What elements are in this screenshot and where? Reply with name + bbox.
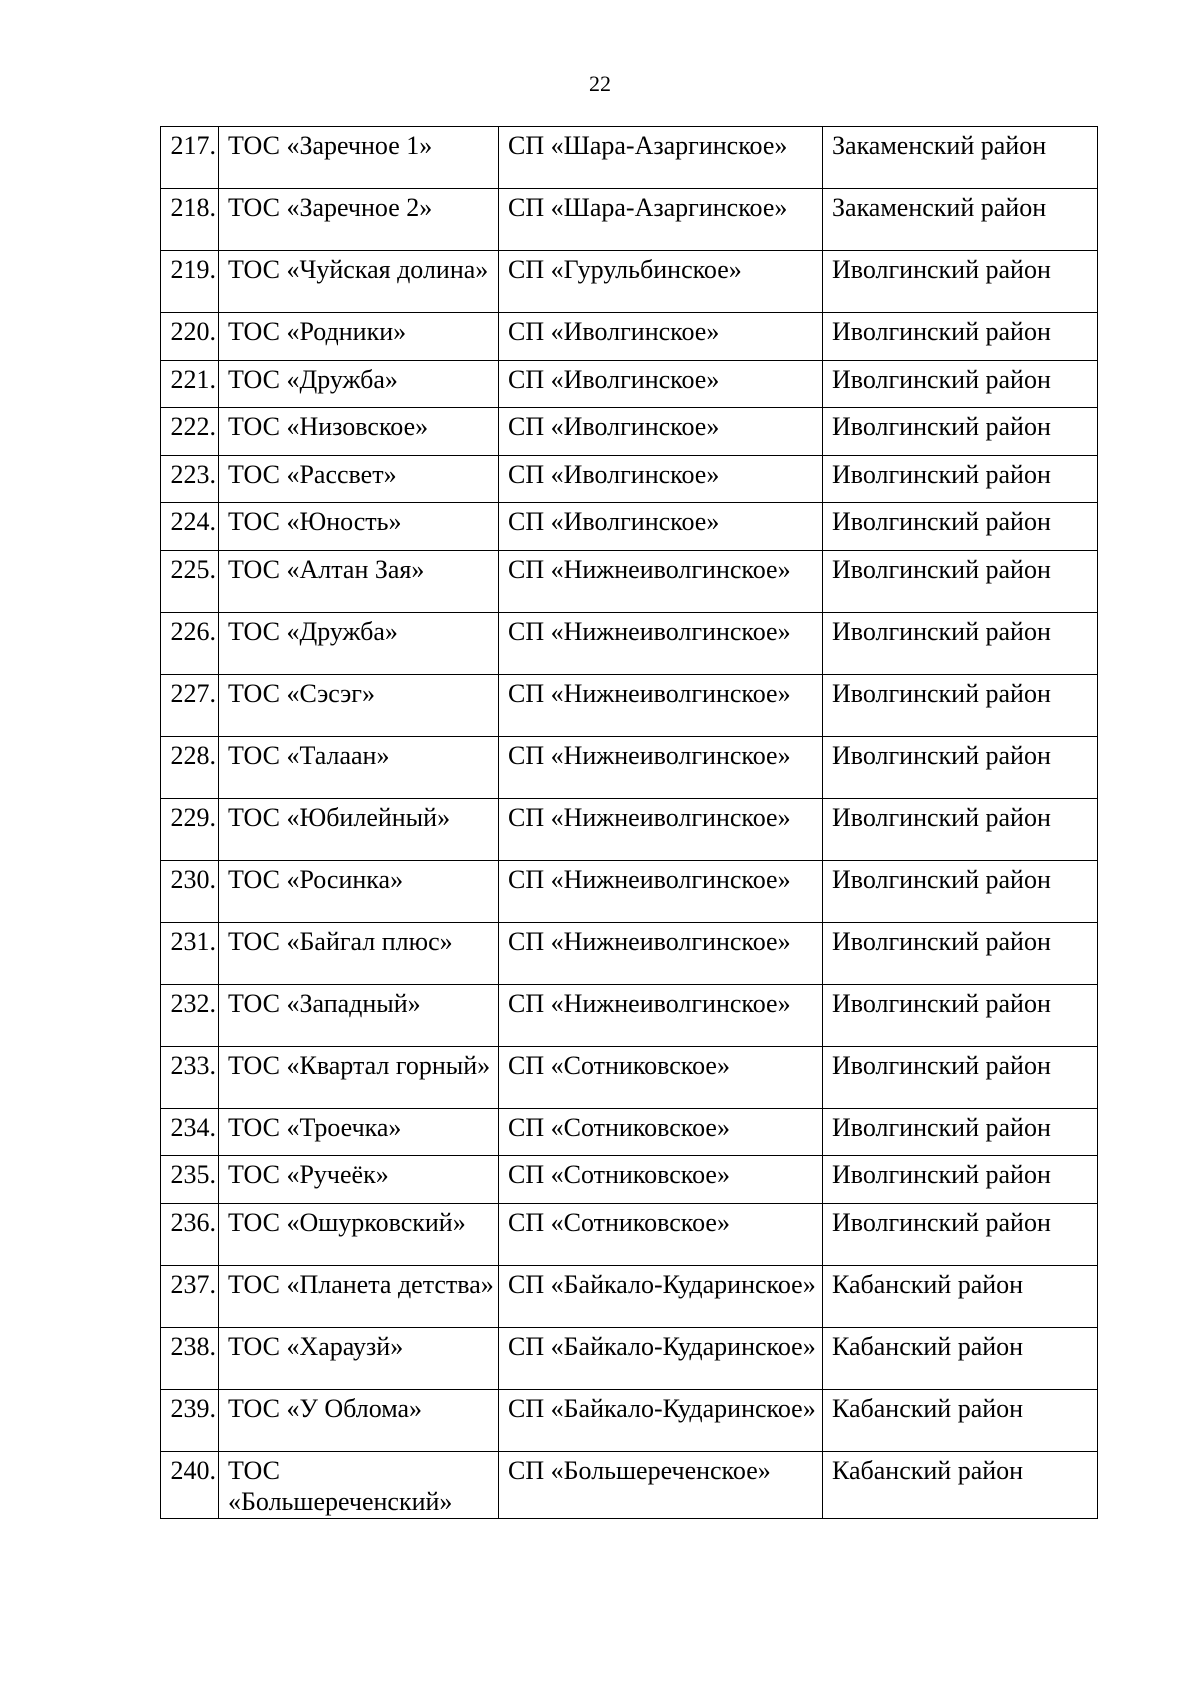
district-name: Кабанский район xyxy=(823,1451,1098,1518)
table-row xyxy=(161,1108,1098,1156)
tos-name: ТОС «Ошурковский» xyxy=(219,1203,499,1265)
tos-name: ТОС «Заречное 1» xyxy=(219,127,499,189)
table-row xyxy=(161,1156,1098,1204)
settlement-name: СП «Сотниковское» xyxy=(499,1156,823,1204)
district-name: Иволгинский район xyxy=(823,360,1098,408)
district-name: Кабанский район xyxy=(823,1327,1098,1389)
district-name: Иволгинский район xyxy=(823,860,1098,922)
table-row xyxy=(161,736,1098,798)
district-name: Закаменский район xyxy=(823,127,1098,189)
district-name: Иволгинский район xyxy=(823,251,1098,313)
table-row xyxy=(161,674,1098,736)
table-row xyxy=(161,313,1098,361)
district-name: Иволгинский район xyxy=(823,922,1098,984)
tos-name: ТОС «Байгал плюс» xyxy=(219,922,499,984)
settlement-name: СП «Нижнеиволгинское» xyxy=(499,736,823,798)
district-name: Иволгинский район xyxy=(823,674,1098,736)
row-number: 227. xyxy=(161,674,219,736)
district-name: Иволгинский район xyxy=(823,455,1098,503)
tos-name: ТОС «Западный» xyxy=(219,984,499,1046)
settlement-name: СП «Шара-Азаргинское» xyxy=(499,189,823,251)
tos-name: ТОС «Дружба» xyxy=(219,612,499,674)
row-number: 234. xyxy=(161,1108,219,1156)
district-name: Иволгинский район xyxy=(823,313,1098,361)
page-number: 22 xyxy=(589,71,611,96)
district-name: Кабанский район xyxy=(823,1265,1098,1327)
tos-name: ТОС «Троечка» xyxy=(219,1108,499,1156)
settlement-name: СП «Байкало-Кударинское» xyxy=(499,1265,823,1327)
tos-name: ТОС «Квартал горный» xyxy=(219,1046,499,1108)
settlement-name: СП «Большереченское» xyxy=(499,1451,823,1518)
table-row xyxy=(161,798,1098,860)
district-name: Иволгинский район xyxy=(823,1108,1098,1156)
tos-name: ТОС «Родники» xyxy=(219,313,499,361)
table-row xyxy=(161,503,1098,551)
row-number: 229. xyxy=(161,798,219,860)
tos-table xyxy=(160,126,1098,1519)
settlement-name: СП «Иволгинское» xyxy=(499,503,823,551)
table-row xyxy=(161,984,1098,1046)
row-number: 218. xyxy=(161,189,219,251)
settlement-name: СП «Байкало-Кударинское» xyxy=(499,1327,823,1389)
tos-name: ТОС «Рассвет» xyxy=(219,455,499,503)
table-row xyxy=(161,1327,1098,1389)
settlement-name: СП «Нижнеиволгинское» xyxy=(499,860,823,922)
district-name: Иволгинский район xyxy=(823,550,1098,612)
tos-name: ТОС «Заречное 2» xyxy=(219,189,499,251)
table-row xyxy=(161,1451,1098,1518)
tos-name: ТОС «Чуйская долина» xyxy=(219,251,499,313)
row-number: 233. xyxy=(161,1046,219,1108)
table-row xyxy=(161,251,1098,313)
table-row xyxy=(161,127,1098,189)
settlement-name: СП «Нижнеиволгинское» xyxy=(499,984,823,1046)
tos-name: ТОС «У Облома» xyxy=(219,1389,499,1451)
table-row xyxy=(161,1046,1098,1108)
tos-name: ТОС «Росинка» xyxy=(219,860,499,922)
district-name: Иволгинский район xyxy=(823,503,1098,551)
district-name: Кабанский район xyxy=(823,1389,1098,1451)
row-number: 239. xyxy=(161,1389,219,1451)
row-number: 230. xyxy=(161,860,219,922)
settlement-name: СП «Нижнеиволгинское» xyxy=(499,550,823,612)
settlement-name: СП «Нижнеиволгинское» xyxy=(499,798,823,860)
tos-name: ТОС «Юбилейный» xyxy=(219,798,499,860)
tos-name: ТОС «Большереченский» xyxy=(219,1451,499,1518)
row-number: 226. xyxy=(161,612,219,674)
settlement-name: СП «Нижнеиволгинское» xyxy=(499,612,823,674)
row-number: 222. xyxy=(161,408,219,456)
settlement-name: СП «Иволгинское» xyxy=(499,408,823,456)
settlement-name: СП «Байкало-Кударинское» xyxy=(499,1389,823,1451)
settlement-name: СП «Шара-Азаргинское» xyxy=(499,127,823,189)
row-number: 224. xyxy=(161,503,219,551)
table-row xyxy=(161,189,1098,251)
district-name: Иволгинский район xyxy=(823,408,1098,456)
tos-name: ТОС «Хараузй» xyxy=(219,1327,499,1389)
tos-name: ТОС «Низовское» xyxy=(219,408,499,456)
row-number: 217. xyxy=(161,127,219,189)
row-number: 235. xyxy=(161,1156,219,1204)
row-number: 228. xyxy=(161,736,219,798)
table-row xyxy=(161,1389,1098,1451)
district-name: Иволгинский район xyxy=(823,612,1098,674)
table-row xyxy=(161,922,1098,984)
settlement-name: СП «Иволгинское» xyxy=(499,455,823,503)
tos-name: ТОС «Сэсэг» xyxy=(219,674,499,736)
table-row xyxy=(161,612,1098,674)
settlement-name: СП «Иволгинское» xyxy=(499,360,823,408)
table-row xyxy=(161,550,1098,612)
settlement-name: СП «Сотниковское» xyxy=(499,1203,823,1265)
district-name: Иволгинский район xyxy=(823,1203,1098,1265)
district-name: Иволгинский район xyxy=(823,984,1098,1046)
settlement-name: СП «Сотниковское» xyxy=(499,1046,823,1108)
table-row xyxy=(161,455,1098,503)
row-number: 236. xyxy=(161,1203,219,1265)
row-number: 237. xyxy=(161,1265,219,1327)
tos-name: ТОС «Алтан Зая» xyxy=(219,550,499,612)
row-number: 221. xyxy=(161,360,219,408)
row-number: 232. xyxy=(161,984,219,1046)
table-row xyxy=(161,360,1098,408)
settlement-name: СП «Сотниковское» xyxy=(499,1108,823,1156)
tos-name: ТОС «Дружба» xyxy=(219,360,499,408)
tos-name: ТОС «Талаан» xyxy=(219,736,499,798)
settlement-name: СП «Нижнеиволгинское» xyxy=(499,922,823,984)
row-number: 231. xyxy=(161,922,219,984)
settlement-name: СП «Нижнеиволгинское» xyxy=(499,674,823,736)
settlement-name: СП «Иволгинское» xyxy=(499,313,823,361)
district-name: Иволгинский район xyxy=(823,1046,1098,1108)
district-name: Иволгинский район xyxy=(823,1156,1098,1204)
row-number: 219. xyxy=(161,251,219,313)
row-number: 240. xyxy=(161,1451,219,1518)
tos-name: ТОС «Юность» xyxy=(219,503,499,551)
table-row xyxy=(161,1203,1098,1265)
district-name: Иволгинский район xyxy=(823,798,1098,860)
district-name: Закаменский район xyxy=(823,189,1098,251)
tos-name: ТОС «Планета детства» xyxy=(219,1265,499,1327)
table-row xyxy=(161,860,1098,922)
tos-name: ТОС «Ручеёк» xyxy=(219,1156,499,1204)
row-number: 225. xyxy=(161,550,219,612)
row-number: 238. xyxy=(161,1327,219,1389)
row-number: 223. xyxy=(161,455,219,503)
table-row xyxy=(161,1265,1098,1327)
row-number: 220. xyxy=(161,313,219,361)
table-row xyxy=(161,408,1098,456)
settlement-name: СП «Гурульбинское» xyxy=(499,251,823,313)
district-name: Иволгинский район xyxy=(823,736,1098,798)
